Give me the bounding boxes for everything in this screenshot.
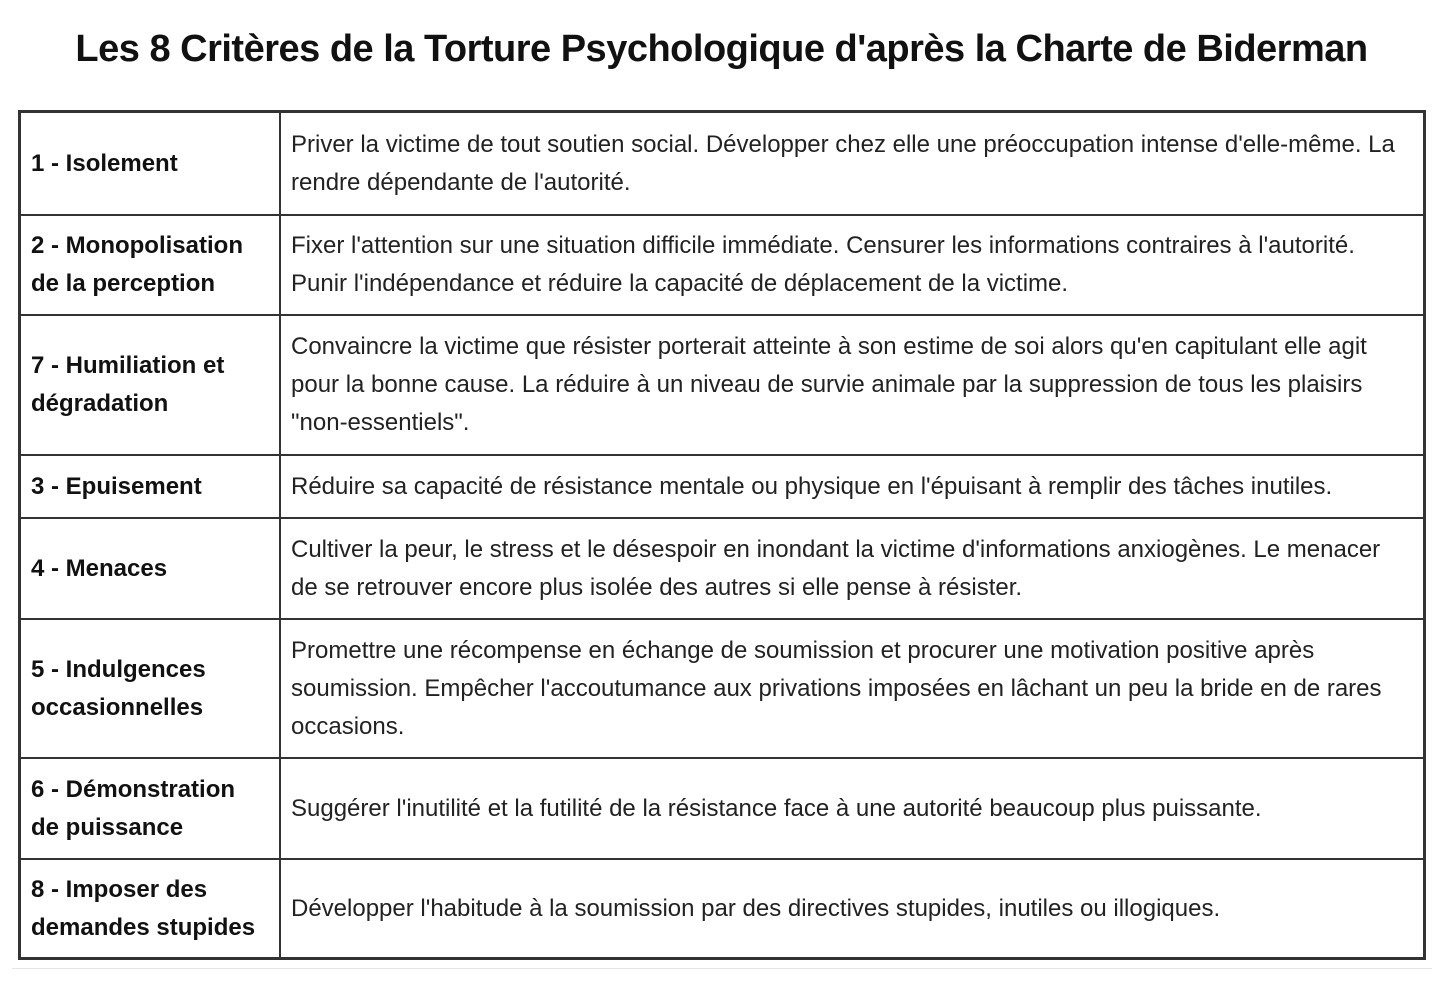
table-row: [21, 758, 1423, 859]
table-row: [21, 455, 1423, 518]
criterion-cell: 1 - Isolement: [21, 113, 280, 215]
criterion-cell: 6 - Démonstration de puissance: [21, 758, 280, 859]
criterion-cell: 7 - Humiliation et dégradation: [21, 315, 280, 455]
table-row: [21, 315, 1423, 455]
description-cell: Fixer l'attention sur une situation difficile immédiate. Censurer les informations contraires à l'autorité. Punir l'indépendance et réduire la capacité de déplacement de la victime.: [280, 215, 1423, 315]
criterion-cell: 5 - Indulgences occasionnelles: [21, 619, 280, 758]
description-cell: Suggérer l'inutilité et la futilité de la résistance face à une autorité beaucoup plus puissante.: [280, 758, 1423, 859]
description-cell: Développer l'habitude à la soumission par des directives stupides, inutiles ou illogiques.: [280, 859, 1423, 957]
description-cell: Réduire sa capacité de résistance mentale ou physique en l'épuisant à remplir des tâches inutiles.: [280, 455, 1423, 518]
criteria-table-grid: [21, 113, 1423, 957]
page-title: Les 8 Critères de la Torture Psychologique d'après la Charte de Biderman: [75, 28, 1368, 70]
table-row: [21, 518, 1423, 619]
description-cell: Convaincre la victime que résister porterait atteinte à son estime de soi alors qu'en capitulant elle agit pour la bonne cause. La réduire à un niveau de survie animale par la suppression de tous les plaisirs "non-essentiels".: [280, 315, 1423, 455]
criterion-cell: 2 - Monopolisation de la perception: [21, 215, 280, 315]
table-row: [21, 619, 1423, 758]
criterion-cell: 3 - Epuisement: [21, 455, 280, 518]
criterion-cell: 4 - Menaces: [21, 518, 280, 619]
criteria-table: [18, 110, 1426, 960]
description-cell: Priver la victime de tout soutien social. Développer chez elle une préoccupation intense d'elle-même. La rendre dépendante de l'autorité.: [280, 113, 1423, 215]
description-cell: Cultiver la peur, le stress et le désespoir en inondant la victime d'informations anxiogènes. Le menacer de se retrouver encore plus isolée des autres si elle pense à résister.: [280, 518, 1423, 619]
criterion-cell: 8 - Imposer des demandes stupides: [21, 859, 280, 957]
table-row: [21, 113, 1423, 215]
bottom-divider: [12, 968, 1432, 969]
description-cell: Promettre une récompense en échange de soumission et procurer une motivation positive après soumission. Empêcher l'accoutumance aux privations imposées en lâchant un peu la bride en de rares occasions.: [280, 619, 1423, 758]
table-row: [21, 215, 1423, 315]
table-row: [21, 859, 1423, 957]
